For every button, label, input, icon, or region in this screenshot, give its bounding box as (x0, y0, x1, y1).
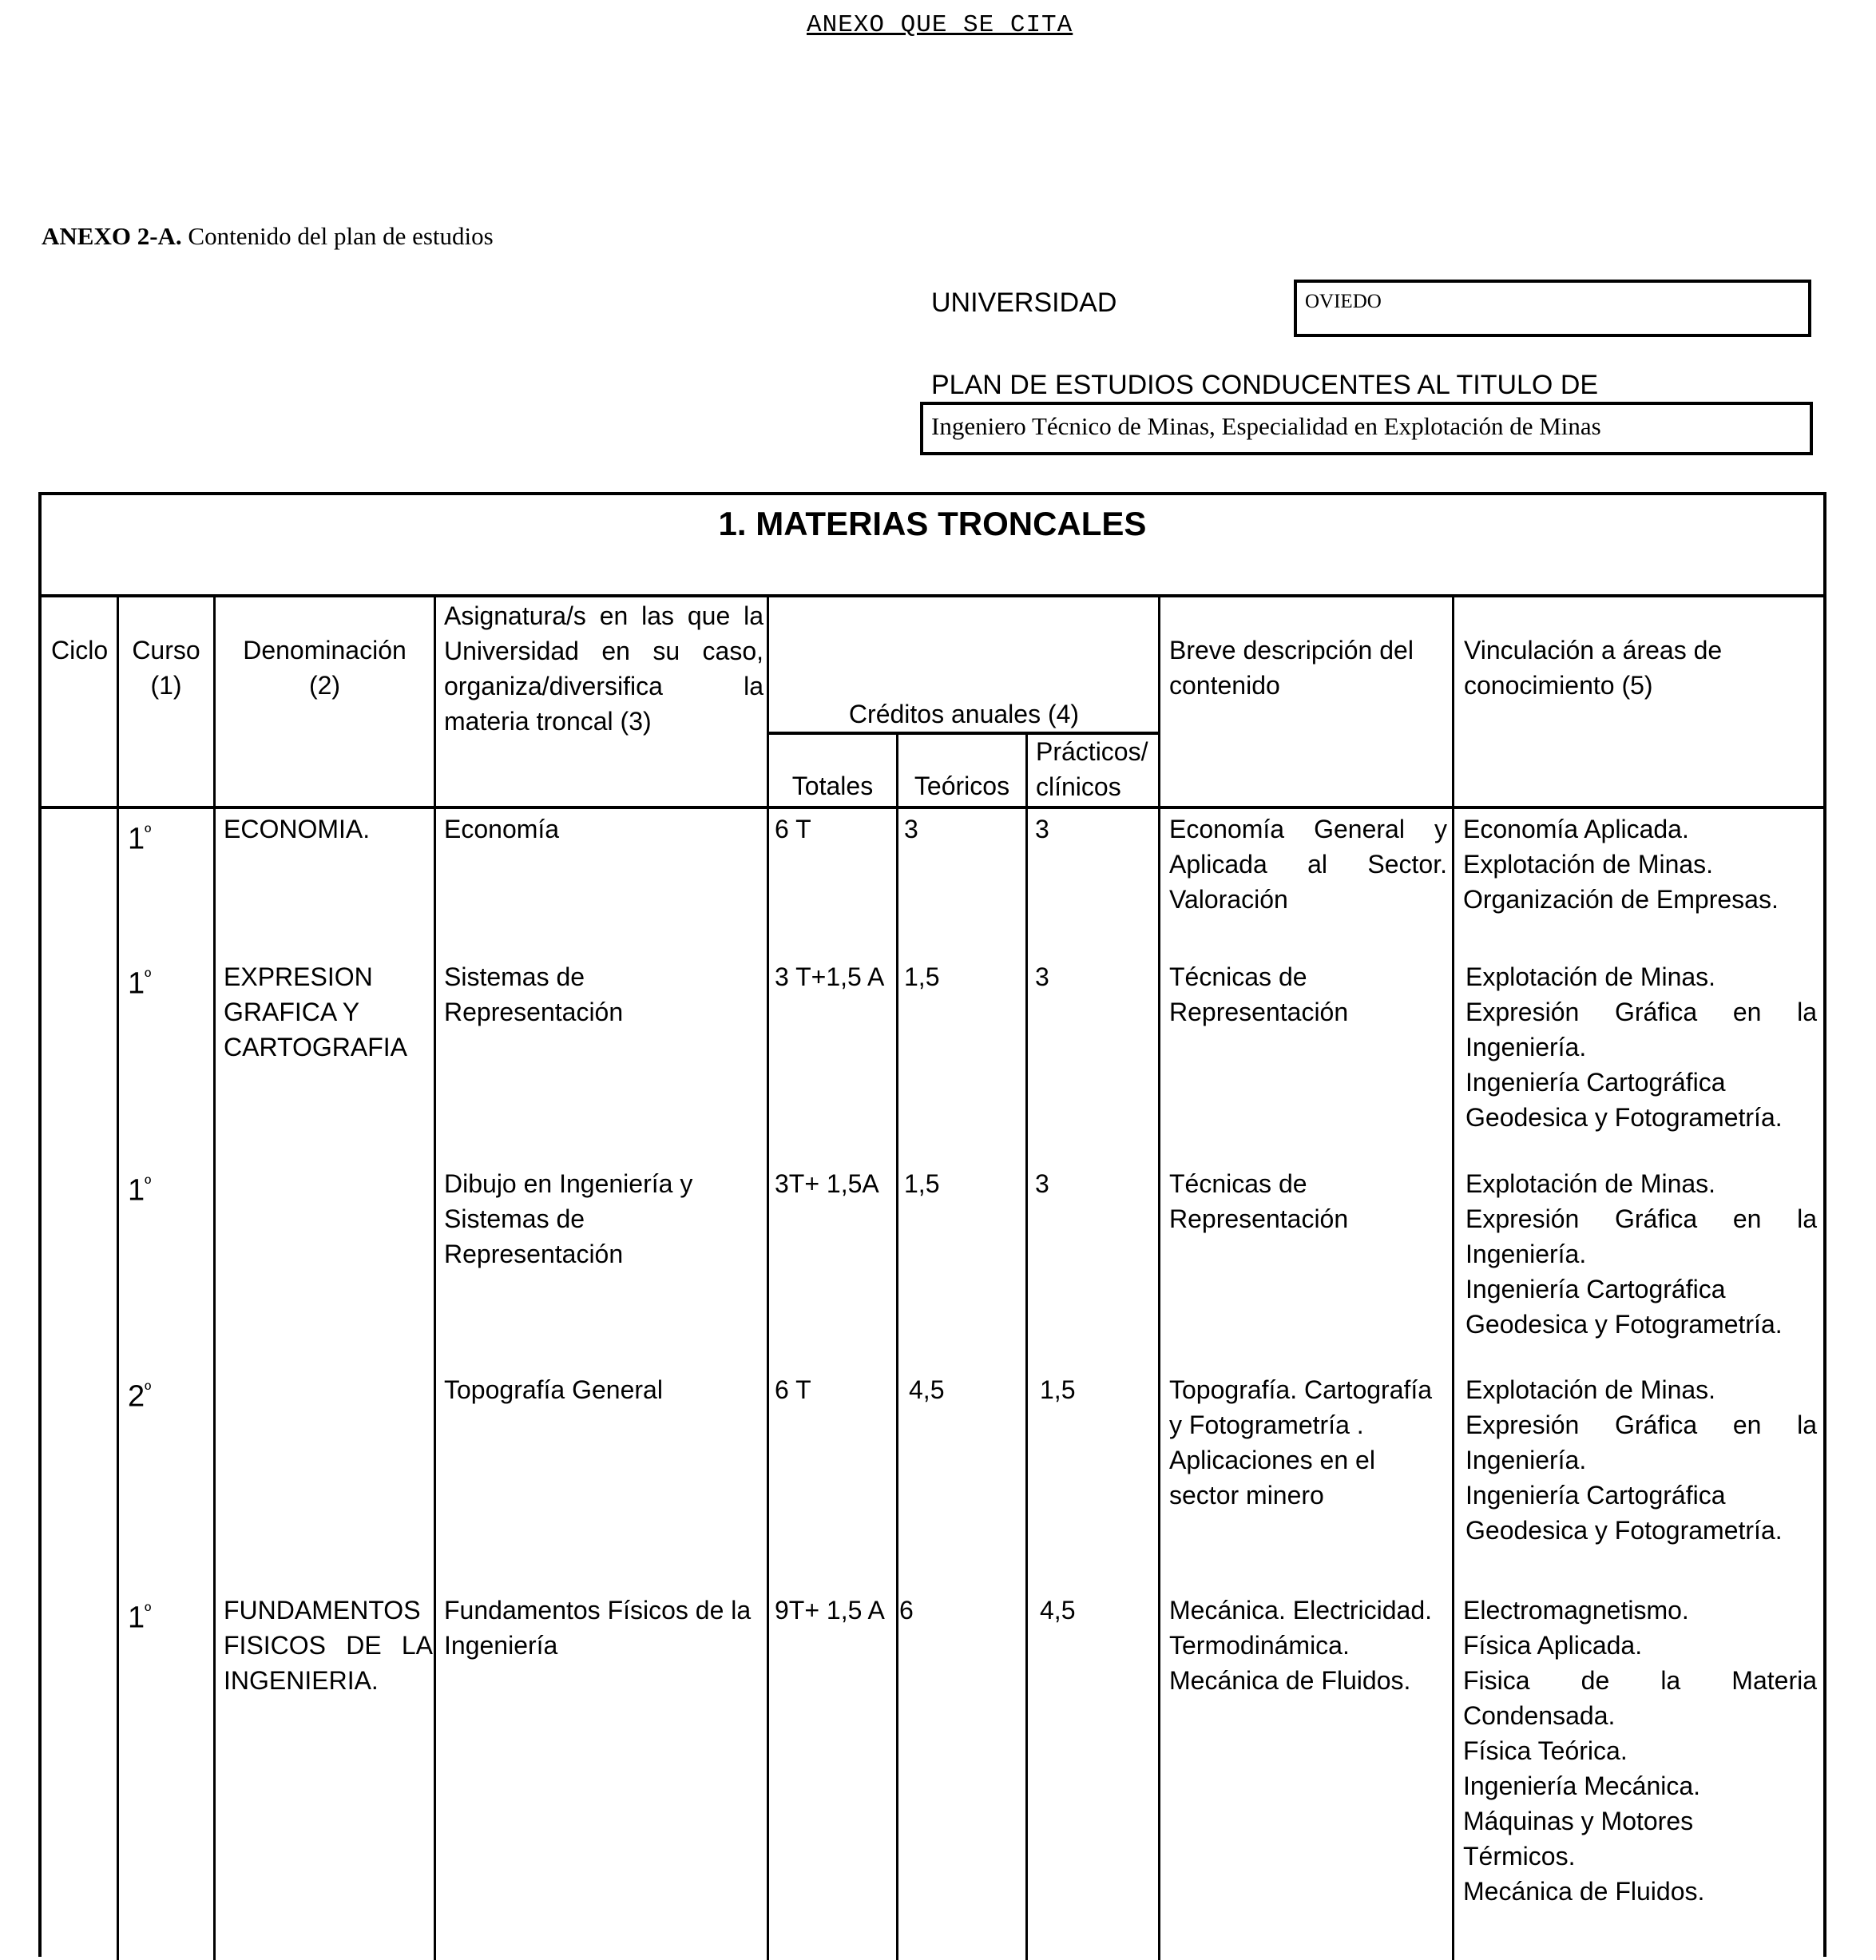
curso-number: 1 (128, 1173, 145, 1208)
row-asignatura (444, 811, 559, 847)
denominacion-line: EXPRESION (224, 962, 373, 991)
row-descripcion (1169, 1166, 1348, 1236)
header-bottom-line (42, 806, 1823, 809)
col-divider (896, 734, 898, 1960)
university-label: UNIVERSIDAD (931, 288, 1117, 318)
header-asignatura-line: Universidad en su caso, (444, 637, 763, 665)
header-practicos-line: clínicos (1036, 772, 1121, 801)
vinculacion-line: Ingeniería Cartográfica (1466, 1481, 1726, 1510)
vinculacion-line: Térmicos. (1463, 1842, 1576, 1871)
curso-number: 1 (128, 1601, 145, 1635)
vinculacion-line: Economía Aplicada. (1463, 815, 1689, 843)
descripcion-line: Mecánica de Fluidos. (1169, 1666, 1411, 1695)
descripcion-line: Valoración (1169, 885, 1288, 914)
descripcion-line: Economía General y (1169, 815, 1447, 843)
row-totales: 3 T+1,5 A (775, 962, 885, 991)
header-curso-line: Curso (132, 636, 200, 665)
curso-ordinal: º (145, 1379, 152, 1399)
row-practicos: 1,5 (1040, 1375, 1076, 1404)
row-practicos: 3 (1035, 815, 1049, 843)
vinculacion-line: Condensada. (1463, 1701, 1616, 1730)
descripcion-line: Topografía. Cartografía (1169, 1375, 1433, 1404)
asignatura-line: Topografía General (444, 1375, 663, 1404)
header-denominacion-line: (2) (308, 671, 341, 700)
row-curso (128, 815, 151, 857)
descripcion-line: Aplicaciones en el (1169, 1446, 1375, 1474)
header-practicos (1036, 734, 1148, 804)
row-practicos: 3 (1035, 962, 1049, 991)
curso-ordinal: º (145, 1173, 152, 1193)
row-practicos: 3 (1035, 1169, 1049, 1198)
descripcion-line: Mecánica. Electricidad. (1169, 1596, 1433, 1625)
row-asignatura (444, 1166, 692, 1272)
row-teoricos: 3 (904, 815, 918, 843)
degree-title-field: Ingeniero Técnico de Minas, Especialidad en Explotación de Minas (920, 402, 1813, 455)
vinculacion-line: Explotación de Minas. (1466, 1169, 1716, 1198)
header-descripcion-line: contenido (1169, 671, 1280, 700)
vinculacion-line: Geodesica y Fotogrametría. (1466, 1516, 1783, 1545)
row-descripcion (1169, 959, 1348, 1030)
row-curso (128, 1372, 151, 1414)
row-curso (128, 1593, 151, 1636)
vinculacion-line: Ingeniería Cartográfica (1466, 1068, 1726, 1097)
col-divider (1158, 597, 1160, 1960)
vinculacion-line: Fisica de la Materia (1463, 1666, 1817, 1695)
plan-label: PLAN DE ESTUDIOS CONDUCENTES AL TITULO DE (931, 370, 1599, 400)
col-divider (434, 597, 436, 1960)
university-field: OVIEDO (1294, 280, 1811, 337)
row-denominacion (224, 959, 407, 1065)
header-teoricos: Teóricos (914, 772, 1010, 800)
document-heading: ANEXO QUE SE CITA (807, 11, 1073, 39)
section-title: 1. MATERIAS TRONCALES (42, 495, 1823, 597)
row-descripcion (1169, 1372, 1432, 1513)
asignatura-line: Fundamentos Físicos de la (444, 1596, 752, 1625)
annex-label-bold: ANEXO 2-A. (42, 222, 182, 250)
vinculacion-line: Expresión Gráfica en la (1466, 1204, 1817, 1233)
row-teoricos: 1,5 (904, 1169, 940, 1198)
vinculacion-line: Mecánica de Fluidos. (1463, 1877, 1705, 1906)
header-descripcion (1169, 633, 1414, 703)
descripcion-line: Representación (1169, 1204, 1349, 1233)
row-curso (128, 1166, 151, 1208)
vinculacion-line: Ingeniería. (1466, 1446, 1587, 1474)
asignatura-line: Representación (444, 1240, 624, 1268)
descripcion-line: sector minero (1169, 1481, 1324, 1510)
row-teoricos: 4,5 (909, 1375, 945, 1404)
header-practicos-line: Prácticos/ (1036, 737, 1148, 766)
descripcion-line: y Fotogrametría . (1169, 1410, 1364, 1439)
asignatura-line: Representación (444, 998, 624, 1026)
denominacion-line: INGENIERIA. (224, 1666, 379, 1695)
curso-ordinal: º (145, 966, 152, 986)
header-denominacion-line: Denominación (243, 636, 407, 665)
asignatura-line: Ingeniería (444, 1631, 558, 1660)
vinculacion-line: Organización de Empresas. (1463, 885, 1779, 914)
row-practicos: 4,5 (1040, 1596, 1076, 1625)
header-creditos: Créditos anuales (4) (848, 700, 1080, 728)
denominacion-line: GRAFICA Y (224, 998, 360, 1026)
header-totales: Totales (791, 772, 874, 800)
header-denominacion (216, 633, 434, 703)
row-asignatura (444, 1372, 663, 1407)
curso-number: 1 (128, 966, 145, 1001)
asignatura-line: Economía (444, 815, 560, 843)
denominacion-line: CARTOGRAFIA (224, 1033, 407, 1061)
denominacion-line: ECONOMIA. (224, 815, 371, 843)
row-vinculacion (1466, 959, 1817, 1135)
vinculacion-line: Ingeniería. (1466, 1240, 1587, 1268)
row-totales: 9T+ 1,5 A (775, 1596, 885, 1625)
row-curso (128, 959, 151, 1002)
vinculacion-line: Ingeniería. (1466, 1033, 1587, 1061)
descripcion-line: Termodinámica. (1169, 1631, 1350, 1660)
curso-ordinal: º (145, 822, 152, 842)
col-divider (117, 597, 119, 1960)
row-asignatura (444, 959, 623, 1030)
vinculacion-line: Física Teórica. (1463, 1736, 1628, 1765)
header-descripcion-line: Breve descripción del (1169, 636, 1414, 665)
vinculacion-line: Explotación de Minas. (1466, 1375, 1716, 1404)
header-curso-line: (1) (150, 671, 182, 700)
curso-number: 2 (128, 1379, 145, 1414)
descripcion-line: Aplicada al Sector. (1169, 850, 1447, 879)
vinculacion-line: Ingeniería Mecánica. (1463, 1772, 1701, 1800)
denominacion-line: FISICOS DE LA (224, 1631, 433, 1660)
row-vinculacion (1466, 1166, 1817, 1342)
col-divider (1452, 597, 1454, 1960)
col-divider (1025, 734, 1028, 1960)
curso-ordinal: º (145, 1601, 152, 1621)
annex-label-text: Contenido del plan de estudios (181, 222, 494, 250)
row-descripcion (1169, 811, 1447, 917)
vinculacion-line: Geodesica y Fotogrametría. (1466, 1103, 1783, 1132)
subjects-table (38, 492, 1826, 1957)
row-totales: 6 T (775, 815, 811, 843)
row-teoricos: 6 (899, 1596, 914, 1625)
row-descripcion (1169, 1593, 1432, 1698)
header-asignatura-line: organiza/diversifica la (444, 672, 763, 700)
row-denominacion (224, 1593, 433, 1698)
descripcion-line: Técnicas de (1169, 962, 1307, 991)
vinculacion-line: Expresión Gráfica en la (1466, 998, 1817, 1026)
row-totales: 3T+ 1,5A (775, 1169, 879, 1198)
asignatura-line: Dibujo en Ingeniería y (444, 1169, 693, 1198)
vinculacion-line: Electromagnetismo. (1463, 1596, 1689, 1625)
row-vinculacion (1463, 1593, 1817, 1909)
vinculacion-line: Explotación de Minas. (1463, 850, 1714, 879)
annex-label (42, 222, 494, 251)
vinculacion-line: Máquinas y Motores (1463, 1807, 1694, 1835)
row-vinculacion (1466, 1372, 1817, 1548)
descripcion-line: Representación (1169, 998, 1349, 1026)
header-asignatura-line: materia troncal (3) (444, 707, 652, 736)
header-vinculacion-line: Vinculación a áreas de (1464, 636, 1723, 665)
vinculacion-line: Explotación de Minas. (1466, 962, 1716, 991)
header-vinculacion (1464, 633, 1722, 703)
descripcion-line: Técnicas de (1169, 1169, 1307, 1198)
asignatura-line: Sistemas de (444, 1204, 585, 1233)
row-teoricos: 1,5 (904, 962, 940, 991)
curso-number: 1 (128, 822, 145, 856)
col-divider (213, 597, 216, 1960)
vinculacion-line: Expresión Gráfica en la (1466, 1410, 1817, 1439)
header-ciclo: Ciclo (51, 636, 109, 665)
header-curso (119, 633, 213, 703)
row-totales: 6 T (775, 1375, 811, 1404)
vinculacion-line: Física Aplicada. (1463, 1631, 1643, 1660)
header-asignatura (444, 598, 763, 739)
header-vinculacion-line: conocimiento (5) (1464, 671, 1653, 700)
row-denominacion (224, 811, 370, 847)
row-vinculacion (1463, 811, 1779, 917)
denominacion-line: FUNDAMENTOS (224, 1596, 421, 1625)
row-asignatura (444, 1593, 751, 1663)
vinculacion-line: Geodesica y Fotogrametría. (1466, 1310, 1783, 1339)
asignatura-line: Sistemas de (444, 962, 585, 991)
vinculacion-line: Ingeniería Cartográfica (1466, 1275, 1726, 1303)
header-asignatura-line: Asignatura/s en las que la (444, 601, 763, 630)
